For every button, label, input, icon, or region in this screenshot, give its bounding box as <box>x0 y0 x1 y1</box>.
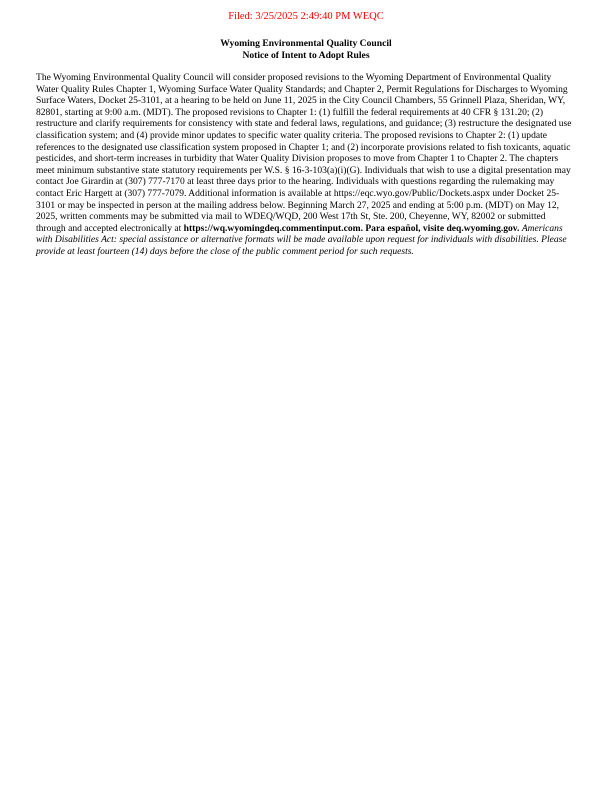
spanish-notice: Para español, visite deq.wyoming.gov. <box>365 222 520 234</box>
notice-title: Notice of Intent to Adopt Rules <box>242 49 370 61</box>
council-title: Wyoming Environmental Quality Council <box>220 38 392 49</box>
notice-body <box>36 72 576 258</box>
comment-link[interactable]: https://wq.wyomingdeq.commentinput.com <box>183 222 361 234</box>
title-block <box>0 38 612 61</box>
ada-notice: Americans with Disabilities Act: special assistance or alternative formats will be made available upon request for individuals with disabilities. Please provide at least fourteen (14) days before the close of the public comment period for such requests. <box>36 222 567 257</box>
notice-paragraph <box>36 72 576 258</box>
link-punctuation: . <box>360 222 366 234</box>
notice-text: The Wyoming Environmental Quality Council will consider proposed revisions to the Wyoming Department of Environmental Quality Water Quality Rules Chapter 1, Wyoming Surface Water Quality Standards; and Chapter 2, Permit Regulations for Discharges to Wyoming Surface Waters, Docket 25-3101, at a hearing to be held on June 11, 2025 in the City Council Chambers, 55 Grinnell Plaza, Sheridan, WY, 82801, starting at 9:00 a.m. (MDT). The proposed revisions to Chapter 1: (1) fulfill the federal requirements at 40 CFR § 131.20; (2) restructure and clarify requirements for consistency with state and federal laws, regulations, and guidance; (3) restructure the designated use classification system; and (4) provide minor updates to specific water quality criteria. The proposed revisions to Chapter 2: (1) update references to the designated use classification system proposed in Chapter 1; and (2) incorporate provisions related to fish toxicants, aquatic pesticides, and short-term increases in turbidity that Water Quality Division proposes to move from Chapter 1 to Chapter 2. The chapters meet minimum substantive state statutory requirements per W.S. § 16-3-103(a)(i)(G). Individuals that wish to use a digital presentation may contact Joe Girardin at (307) 777-7170 at least three days prior to the hearing. Individuals with questions regarding the rulemaking may contact Eric Hargett at (307) 777-7079. Additional information is available at https://eqc.wyo.gov/Public/Dockets.aspx under Docket 25-3101 or may be inspected in person at the mailing address below. Beginning March 27, 2025 and ending at 5:00 p.m. (MDT) on May 12, 2025, written comments may be submitted via mail to WDEQ/WQD, 200 West 17th St, Ste. 200, Cheyenne, WY, 82002 or submitted through and accepted electronically at <box>36 72 572 234</box>
filed-stamp: Filed: 3/25/2025 2:49:40 PM WEQC <box>228 11 384 22</box>
